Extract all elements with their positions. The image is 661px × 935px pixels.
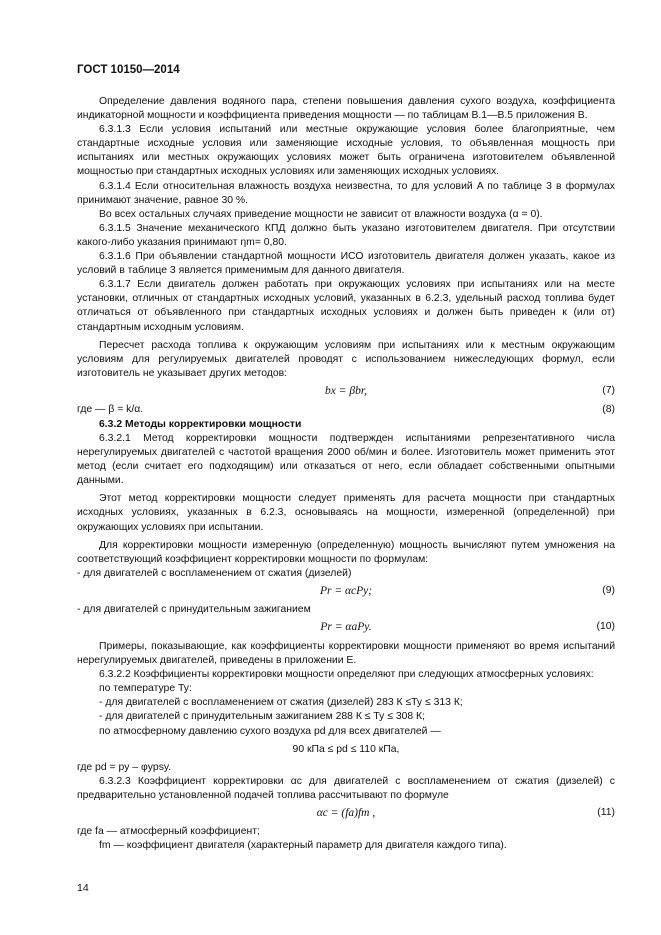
- paragraph: по атмосферному давлению сухого воздуха pd для всех двигателей —: [99, 725, 441, 737]
- equation-number: (11): [597, 807, 615, 819]
- paragraph: 6.3.2.1 Метод корректировки мощности подтвержден испытаниями репрезентативного числа нерегулируемых двигателей с частотой вращения 2000 об/мин и более. Изготовитель может применить этот метод (если считает его подходящим) или отказаться от него, если обладает собственными опытными данными.: [77, 432, 615, 487]
- paragraph: где fa — атмосферный коэффициент;: [77, 826, 260, 838]
- page-number: 14: [77, 882, 89, 894]
- equation-number: (8): [602, 403, 615, 415]
- paragraph: 6.3.1.4 Если относительная влажность воздуха неизвестна, то для условий A по таблице 3 в формулах принимают значение, равное 30 %.: [77, 180, 615, 206]
- paragraph: Определение давления водяного пара, степени повышения давления сухого воздуха, коэффициента индикаторной мощности и коэффициента приведения мощности — по таблицам В.1—В.5 приложения В.: [77, 96, 615, 122]
- pressure-range: 90 кПа ≤ pd ≤ 110 кПа,: [292, 743, 400, 755]
- paragraph: fm — коэффициент двигателя (характерный параметр для двигателя каждого типа).: [99, 840, 507, 852]
- equation-formula: Pr = αaPy.: [320, 621, 372, 633]
- paragraph: 6.3.1.5 Значение механического КПД должно быть указано изготовителем двигателя. При отсутствии какого-либо указания принимают ηm= 0,80.: [77, 222, 615, 248]
- list-item: - для двигателей с воспламенением от сжатия (дизелей) 283 К ≤Ty ≤ 313 К;: [99, 697, 463, 709]
- paragraph: 6.3.1.3 Если условия испытаний или местные окружающие условия более благоприятные, чем стандартные исходные условия или заменяющие исходные условия, то объявленная мощность при испытаниях или местных окружающих условиях может быть ограничена изготовителем объявленной мощностью при стандартных исходных условиях или заменяющих исходных условиях.: [77, 124, 615, 178]
- page-body: [77, 95, 615, 853]
- paragraph: Примеры, показывающие, как коэффициенты корректировки мощности применяют во время испытаний нерегулируемых двигателей, приведены в приложении Е.: [77, 641, 615, 667]
- paragraph: Этот метод корректировки мощности следует применять для расчета мощности при стандартных исходных условиях, указанных в 6.2.3, основываясь на мощности, измеренной (определенной) при окружающих условиях при испытании.: [77, 493, 615, 533]
- paragraph: где pd = py – φypsy.: [77, 761, 172, 773]
- paragraph: по температуре Ty:: [99, 683, 192, 695]
- equation-number: (9): [602, 584, 615, 596]
- equation-11: [77, 806, 615, 822]
- paragraph: 6.3.2.3 Коэффициент корректировки αc для двигателей с воспламенением от сжатия (дизелей) с предварительно установленной подачей топлива рассчитывают по формуле: [77, 775, 615, 801]
- equation-number: (7): [602, 384, 615, 396]
- equation-8: [77, 403, 615, 418]
- equation-number: (10): [596, 621, 615, 632]
- paragraph: Во всех остальных случаях приведение мощности не зависит от влажности воздуха (α = 0).: [99, 208, 543, 220]
- paragraph: Для корректировки мощности измеренную (определенную) мощность вычисляют путем умножения на соответствующий коэффициент корректировки мощности по формулам:: [77, 539, 615, 565]
- list-item: - для двигателей с воспламенением от сжатия (дизелей): [77, 567, 352, 579]
- equation-10: [77, 620, 615, 636]
- paragraph: Пересчет расхода топлива к окружающим условиям при испытаниях или к местным окружающим условиям для регулируемых двигателей проводят с использованием нижеследующих формул, если изготовитель не указывает других методов:: [77, 339, 615, 379]
- standard-header: ГОСТ 10150—2014: [77, 64, 180, 76]
- equation-formula: αc = (fa)fm ,: [316, 807, 376, 820]
- equation-formula: Pr = αcPy;: [319, 584, 373, 597]
- equation-formula: где — β = k/α.: [77, 403, 144, 415]
- list-item: - для двигателей с принудительным зажиганием: [77, 603, 311, 615]
- equation-7: [77, 384, 615, 400]
- paragraph: 6.3.2.2 Коэффициенты корректировки мощности определяют при следующих атмосферных условиях:: [99, 669, 594, 681]
- paragraph: 6.3.1.7 Если двигатель должен работать при окружающих условиях при испытаниях или на месте установки, отличных от стандартных исходных условий, указанных в 6.2.3, удельный расход топлива будет отличаться от объявленного при стандартных исходных условиях и должен быть приведен к (или от) стандартным исходным условиям.: [77, 279, 615, 333]
- paragraph: 6.3.1.6 При объявлении стандартной мощности ИСО изготовитель двигателя должен указать, какое из условий в таблице 3 является применимым для данного двигателя.: [77, 251, 615, 277]
- list-item: - для двигателей с принудительным зажиганием 288 К ≤ Ty ≤ 308 К;: [99, 711, 425, 723]
- section-heading: 6.3.2 Методы корректировки мощности: [99, 418, 302, 430]
- equation-9: [77, 584, 615, 600]
- equation-formula: bx = βbr,: [325, 384, 367, 397]
